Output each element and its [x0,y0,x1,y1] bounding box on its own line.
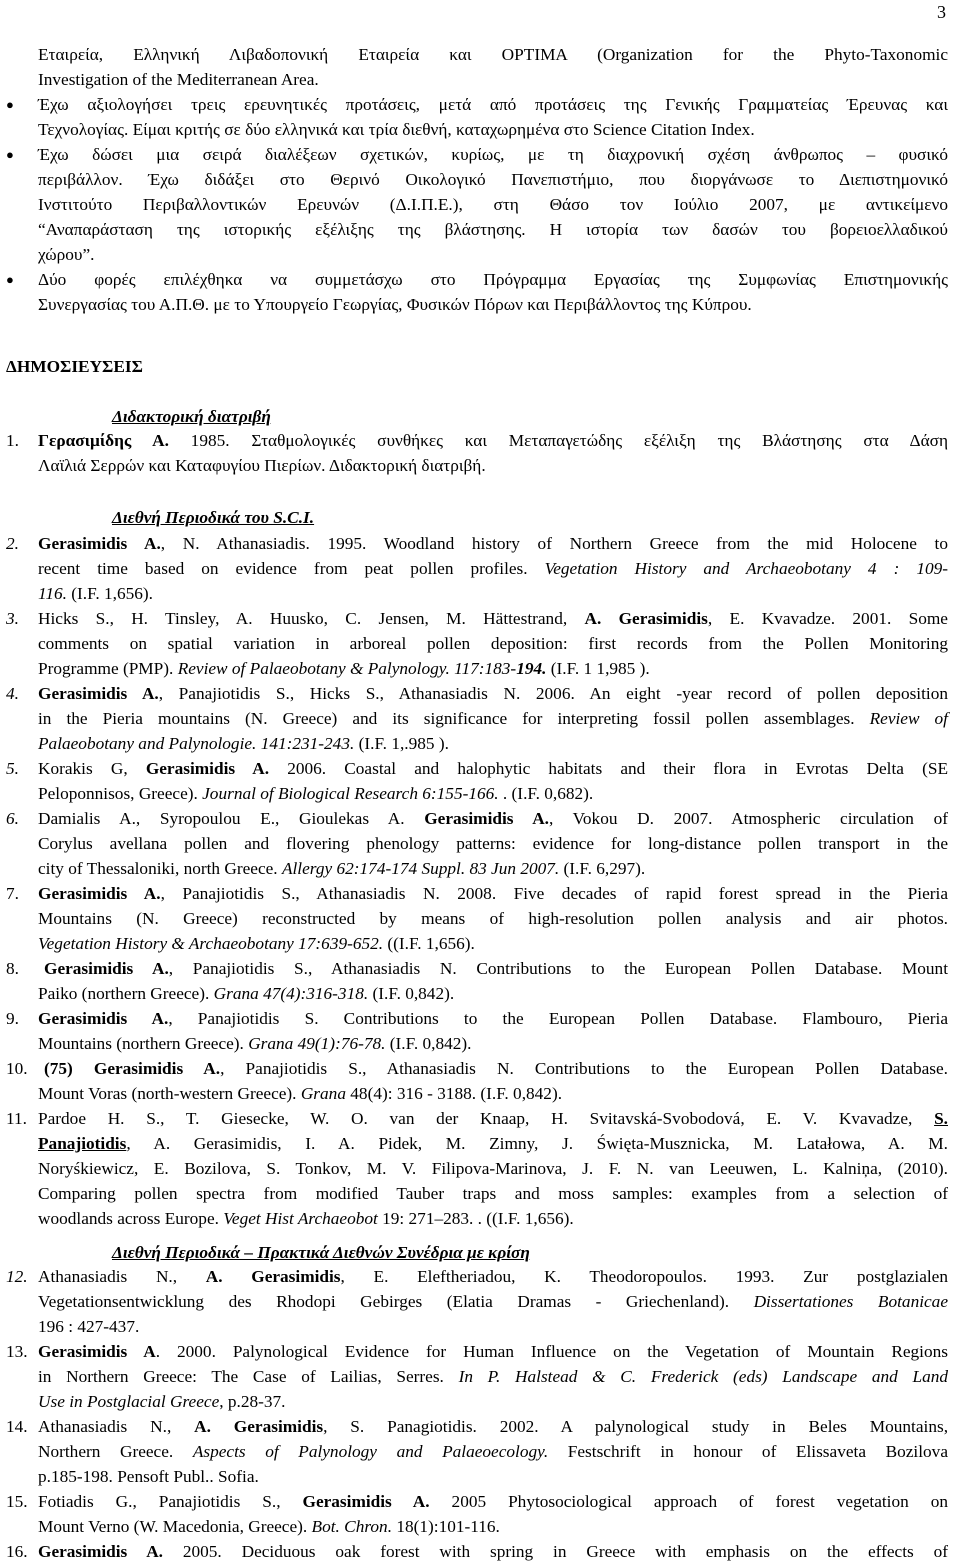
entry-16-line1: Gerasimidis A. 2005. Deciduous oak forest with spring in Greece with emphasis on the effects of [38,1542,949,1561]
entry-number: 8. [6,959,19,978]
bullet2-line5: χώρου”. [38,245,95,264]
entry-3-line2: comments on spatial variation in arboreal pollen deposition: first records from the Pollen Monitoring [38,634,948,653]
entry-4-line1: Gerasimidis A., Panajiotidis S., Hicks S., Athanasiadis N. 2006. An eight -year record of pollen deposition [38,684,948,703]
entry-11-line3: Noryśkiewicz, E. Bozilova, S. Tonkov, M. V. Filipova-Marinova, J. F. N. van Leeuwen, L. Kalniņa, (2010). [38,1159,948,1178]
entry-14-line2: Northern Greece. Aspects of Palynology and Palaeoecology. Festschrift in honour of Elissaveta Bozilova [38,1442,948,1461]
entry-6-line2: Corylus avellana pollen and flovering phenology patterns: evidence for long-distance pollen transport in the [38,834,948,853]
entry-1-line1: Γερασιμίδης Α. 1985. Σταθμολογικές συνθήκες και Μεταπαγετώδης εξέλιξη της Βλάστησης στα Δάση [38,431,948,450]
entry-1-line2: Λαϊλιά Σερρών και Καταφυγίου Πιερίων. Διδακτορική διατριβή. [38,456,486,475]
entry-8-line1: Gerasimidis A., Panajiotidis S., Athanasiadis N. Contributions to the European Pollen Database. Mount [44,959,949,978]
subheading-sci-journals: Διεθνή Περιοδικά του S.C.I. [112,508,315,527]
entry-14-line1: Athanasiadis N., A. Gerasimidis, S. Panagiotidis. 2002. A palynological study in Beles Mountains, [38,1417,949,1436]
entry-2-line2: recent time based on evidence from peat pollen profiles. Vegetation History and Archaeobotany 4 : 109- [38,559,948,578]
entry-7-line3: Vegetation History & Archaeobotany 17:639-652. ((I.F. 1,656). [38,934,475,953]
entry-9-line1: Gerasimidis A., Panajiotidis S. Contributions to the European Pollen Database. Flambouro, Pieria [38,1009,949,1028]
entry-11-line5: woodlands across Europe. Veget Hist Archaeobot 19: 271–283. . ((I.F. 1,656). [38,1209,574,1228]
entry-number: 15. [6,1492,28,1511]
entry-11-line1: Pardoe H. S., T. Giesecke, W. O. van der Knaap, H. Svitavská-Svobodová, E. V. Kvavadze, S. [38,1109,948,1128]
entry-12-line2: Vegetationsentwicklung des Rhodopi Gebirges (Elatia Dramas - Griechenland). Dissertationes Botanicae [38,1292,948,1311]
entry-15-line1: Fotiadis G., Panajiotidis S., Gerasimidis A. 2005 Phytosociological approach of forest vegetation on [38,1492,949,1511]
entry-4-line3: Palaeobotany and Palynologie. 141:231-243. (I.F. 1,.985 ). [38,734,449,753]
bullet2-line1: Έχω δώσει μια σειρά διαλέξεων σχετικών, κυρίως, με τη διαχρονική σχέση άνθρωπος – φυσικό [38,145,948,164]
entry-15-line2: Mount Verno (W. Macedonia, Greece). Bot. Chron. 18(1):101-116. [38,1517,500,1536]
bullet1-line1: Έχω αξιολογήσει τρεις ερευνητικές προτάσεις, μετά από προτάσεις της Γενικής Γραμματείας Έρευνας και [38,95,948,114]
entry-10-line2: Mount Voras (north-western Greece). Grana 48(4): 316 - 3188. (I.F. 0,842). [38,1084,563,1103]
entry-number: 3. [6,609,19,628]
entry-number: 4. [6,684,19,703]
bullet2-line3: Ινστιτούτο Περιβαλλοντικών Ερευνών (Δ.Ι.Π.Ε.), στη Θάσο τον Ιούλιο 2007, με αντικείμενο [38,195,948,214]
entry-number: 16. [6,1542,28,1561]
entry-number: 2. [6,534,19,553]
bullet-icon: ● [6,97,14,112]
entry-6-line3: city of Thessaloniki, north Greece. Allergy 62:174-174 Suppl. 83 Jun 2007. (I.F. 6,297). [38,859,646,878]
entry-number: 14. [6,1417,28,1436]
entry-11-line2: Panajiotidis, A. Gerasimidis, I. A. Pidek, M. Zimny, J. Święta-Musznicka, M. Latałowa, A. M. [38,1134,948,1153]
entry-11-line4: Comparing pollen spectra from modified Tauber traps and moss samples: examples from a selection of [38,1184,948,1203]
entry-3-line3: Programme (PMP). Review of Palaeobotany & Palynology. 117:183-194. (I.F. 1 1,985 ). [38,659,650,678]
entry-13-line3: Use in Postglacial Greece, p.28-37. [38,1392,286,1411]
subheading-dissertation: Διδακτορική διατριβή [112,407,271,426]
entry-8-line2: Paiko (northern Greece). Grana 47(4):316-318. (I.F. 0,842). [38,984,455,1003]
entry-12-line3: 196 : 427-437. [38,1317,140,1336]
entry-5-line1: Korakis G, Gerasimidis A. 2006. Coastal and halophytic habitats and their flora in Evrotas Delta (SE [38,759,949,778]
entry-7-line1: Gerasimidis A., Panajiotidis S., Athanasiadis N. 2008. Five decades of rapid forest spread in the Pieria [38,884,948,903]
entry-number: 6. [6,809,19,828]
entry-number: 10. [6,1059,28,1078]
bullet3-line2: Συνεργασίας του Α.Π.Θ. με το Υπουργείο Γεωργίας, Φυσικών Πόρων και Περιβάλλοντος της Κύπρου. [38,295,752,314]
entry-10-line1: (75) Gerasimidis A., Panajiotidis S., Athanasiadis N. Contributions to the European Pollen Database. [44,1059,949,1078]
entry-2-line1: Gerasimidis A., N. Athanasiadis. 1995. Woodland history of Northern Greece from the mid Holocene to [38,534,948,553]
entry-13-line2: in Northern Greece: The Case of Lailias, Serres. In P. Halstead & C. Frederick (eds) Landscape and Land [38,1367,949,1386]
entry-2-line3: 116. (I.F. 1,656). [38,584,153,603]
entry-number: 11. [6,1109,27,1128]
bullet3-line1: Δύο φορές επιλέχθηκα να συμμετάσχω στο Πρόγραμμα Εργασίας της Συμφωνίας Επιστημονικής [38,270,948,289]
entry-12-line1: Athanasiadis N., A. Gerasimidis, E. Eleftheriadou, K. Theodoropoulos. 1993. Zur postglazialen [38,1267,948,1286]
section-title: ΔΗΜΟΣΙΕΥΣΕΙΣ [6,357,143,376]
entry-number: 12. [6,1267,28,1286]
subheading-conference-proceedings: Διεθνή Περιοδικά – Πρακτικά Διεθνών Συνέδρια με κρίση [112,1243,530,1262]
entry-number: 13. [6,1342,28,1361]
entry-13-line1: Gerasimidis A. 2000. Palynological Evidence for Human Influence on the Vegetation of Mountain Regions [38,1342,948,1361]
entry-7-line2: Mountains (N. Greece) reconstructed by means of high-resolution pollen analysis and air photos. [38,909,948,928]
bullet-icon: ● [6,147,14,162]
bullet-icon: ● [6,272,14,287]
entry-3-line1: Hicks S., H. Tinsley, A. Huusko, C. Jensen, M. Hättestrand, A. Gerasimidis, E. Kvavadze. 2001. Some [38,609,948,628]
bullet2-line2: περιβάλλον. Έχω διδάξει στο Θερινό Οικολογικό Πανεπιστήμιο, που διοργάνωσε το Διεπιστημονικό [38,170,948,189]
intro-line-1: Εταιρεία, Ελληνική Λιβαδοπονική Εταιρεία και OPTIMA (Organization for the Phyto-Taxonomic [38,45,948,64]
page-number: 3 [937,2,946,22]
entry-number: 1. [6,431,19,450]
entry-number: 5. [6,759,19,778]
entry-6-line1: Damialis A., Syropoulou E., Gioulekas A. Gerasimidis A., Vokou D. 2007. Atmospheric circulation of [38,809,948,828]
entry-number: 7. [6,884,19,903]
bullet2-line4: “Αναπαράσταση της ιστορικής εξέλιξης της βλάστησης. Η ιστορία των δασών του βορειοελλαδικού [38,220,948,239]
entry-14-line3: p.185-198. Pensoft Publ.. Sofia. [38,1467,259,1486]
intro-line-2: Investigation of the Mediterranean Area. [38,70,319,89]
bullet1-line2: Τεχνολογίας. Είμαι κριτής σε δύο ελληνικά και τρία διεθνή, καταχωρημένα στο Science Citation Index. [38,120,755,139]
entry-number: 9. [6,1009,19,1028]
entry-5-line2: Peloponnisos, Greece). Journal of Biological Research 6:155-166. . (I.F. 0,682). [38,784,594,803]
entry-9-line2: Mountains (northern Greece). Grana 49(1):76-78. (I.F. 0,842). [38,1034,472,1053]
entry-4-line2: in the Pieria mountains (N. Greece) and its significance for interpreting fossil pollen assemblages. Review of [38,709,948,728]
